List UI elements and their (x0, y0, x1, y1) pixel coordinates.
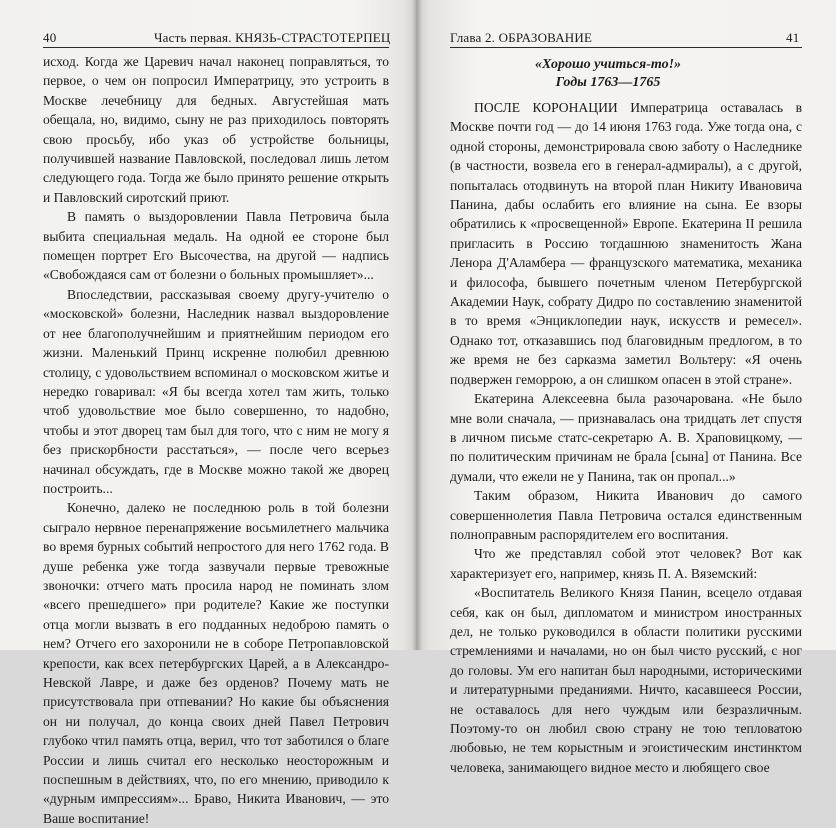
section-title: «Хорошо учиться-то!» (534, 57, 682, 72)
paragraph: В память о выздоровлении Павла Петровича была выбита специальная медаль. На одной ее стороне был помещен портрет Его Высочества, на другой — надпись «Свобождаяся сам от болезни о больных промышляет»... (43, 209, 389, 283)
header-rule-left (43, 47, 389, 48)
paragraph: Конечно, далеко не последнюю роль в той болезни сыграло нервное перенапряжение восьмилетнего мальчика во время бурных событий непростого для него 1762 года. В душе ребенка уже тогда зазвучали первые тревожные звоночки: отчего мать просила народ не поминать злом «всего прешедшего» при родителе? Какие же поступки отца могли вызвать в его подданных недоброю память о нем? Отчего его захоронили не в соборе Петропавловской крепости, как всех петербургских Царей, а в Александро-Невской Лавре, и даже без орденов? Почему мать не присутствовала при отпевании? Но какие бы объяснения он ни получал, до конца своих дней Павел Петрович глубоко чтил память отца, верил, что тот заботился о благе России и лишь считал его несколько неосторожным и поспешным в действиях, что, по его мнению, приводило к «дурным импрессиям»... Браво, Никита Иванович, — это Ваше воспитание! (43, 500, 389, 826)
left-page-body (43, 52, 389, 828)
paragraph (450, 98, 802, 389)
paragraph: Впоследствии, рассказывая своему другу-учителю о «московской» болезни, Наследник назвал выздоровление от нее благополучнейшим и приятнейшим периодом его жизни. Маленький Принц искренне полюбил древнюю столицу, с удовольствием вспоминал о московском житье и нередко говаривал: «Я бы всегда хотел там жить, только чтоб удовольствие мое было совершенно, то надобно, чтобы и этот дворец там был для того, что с ним не могу я без прискорбности расстаться», — после чего всерьез начинал обсуждать, где в Москве можно такой же дворец построить... (43, 286, 389, 496)
paragraph: «Воспитатель Великого Князя Панин, всецело отдавая себя, как он был, дипломатом и министром иностранных дел, не только руководился в области политики русскими стремлениями и началами, но он был чисто русский, с ног до головы. Ум его напитан был народными, историческими и литературными преданиями. Ничто, касавшееся России, не оставалось для него чуждым или безразличным. Поэтому-то он любил свою страну не тою тепловатою любовью, не тем корыстным и эгоистическим инстинктом человека, занимающего видное место и любящего свое (450, 585, 802, 775)
paragraph: Что же представлял собой этот человек? Вот как характеризует его, например, князь П. А. Вяземский: (450, 546, 802, 581)
right-page-body (450, 98, 802, 777)
left-page (0, 0, 416, 826)
page-number-right: 41 (786, 30, 800, 45)
paragraph: Екатерина Алексеевна была разочарована. «Не было мне воли сначала, — признавалась она тридцать лет спустя в личном письме статс-секретарю А. В. Храповицкому, — по политическим причинам не брала [сына] от Панина. Все думали, что ежели не у Панина, так он пропал...» (450, 391, 802, 484)
lead-caps: ПОСЛЕ КОРОНАЦИИ (474, 100, 618, 115)
paragraph: Таким образом, Никита Иванович до самого совершеннолетия Павла Петровича остался единственным полноправным распорядителем его воспитания. (450, 488, 802, 542)
header-rule-right (450, 47, 802, 48)
paragraph: исход. Когда же Царевич начал наконец поправляться, то первое, о чем он попросил Императрицу, это устроить в Москве лечебницу для бедных. Августейшая мать обещала, но, видимо, сыну не раз приходилось повторять свою просьбу, ибо указ об устройстве больницы, получившей название Павловской, последовал лишь летом следующего года. Тогда же было принято решение открыть и Павловский сиротский приют. (43, 54, 389, 205)
page-number-left: 40 (43, 30, 57, 45)
running-head-left: Часть первая. КНЯЗЬ-СТРАСТОТЕРПЕЦ (154, 30, 391, 45)
paragraph-text: Императрица оставалась в Москве почти год — до 14 июня 1763 года. Уже тогда она, с одной стороны, демонстрировала свою заботу о Наследнике (в частности, возвела его в генерал-адмиралы), а с другой, попыталась отодвинуть на второй план Никиту Ивановича Панина, дабы ослабить его влияние на сына. Ее взоры обратились к «просвещенной» Европе. Екатерина II решила пригласить в Россию тогдашнюю знаменитость Жана Ленора Д'Аламбера — французского математика, механика и философа, бывшего почетным членом Петербургской Академии Наук, собрату Дидро по составлению знаменитой в то время «Энциклопедии наук, искусств и ремесел». Однако тот, отказавшись под благовидным предлогом, в то же время не без сарказма заметил Вольтеру: «Я очень подвержен геморрою, а он слишком опасен в этой стране». (450, 100, 802, 387)
section-years: Годы 1763—1765 (555, 75, 661, 90)
section-title-block (398, 56, 818, 92)
running-head-right: Глава 2. ОБРАЗОВАНИЕ (450, 30, 593, 45)
book-gutter (412, 0, 422, 650)
right-page (416, 0, 836, 775)
